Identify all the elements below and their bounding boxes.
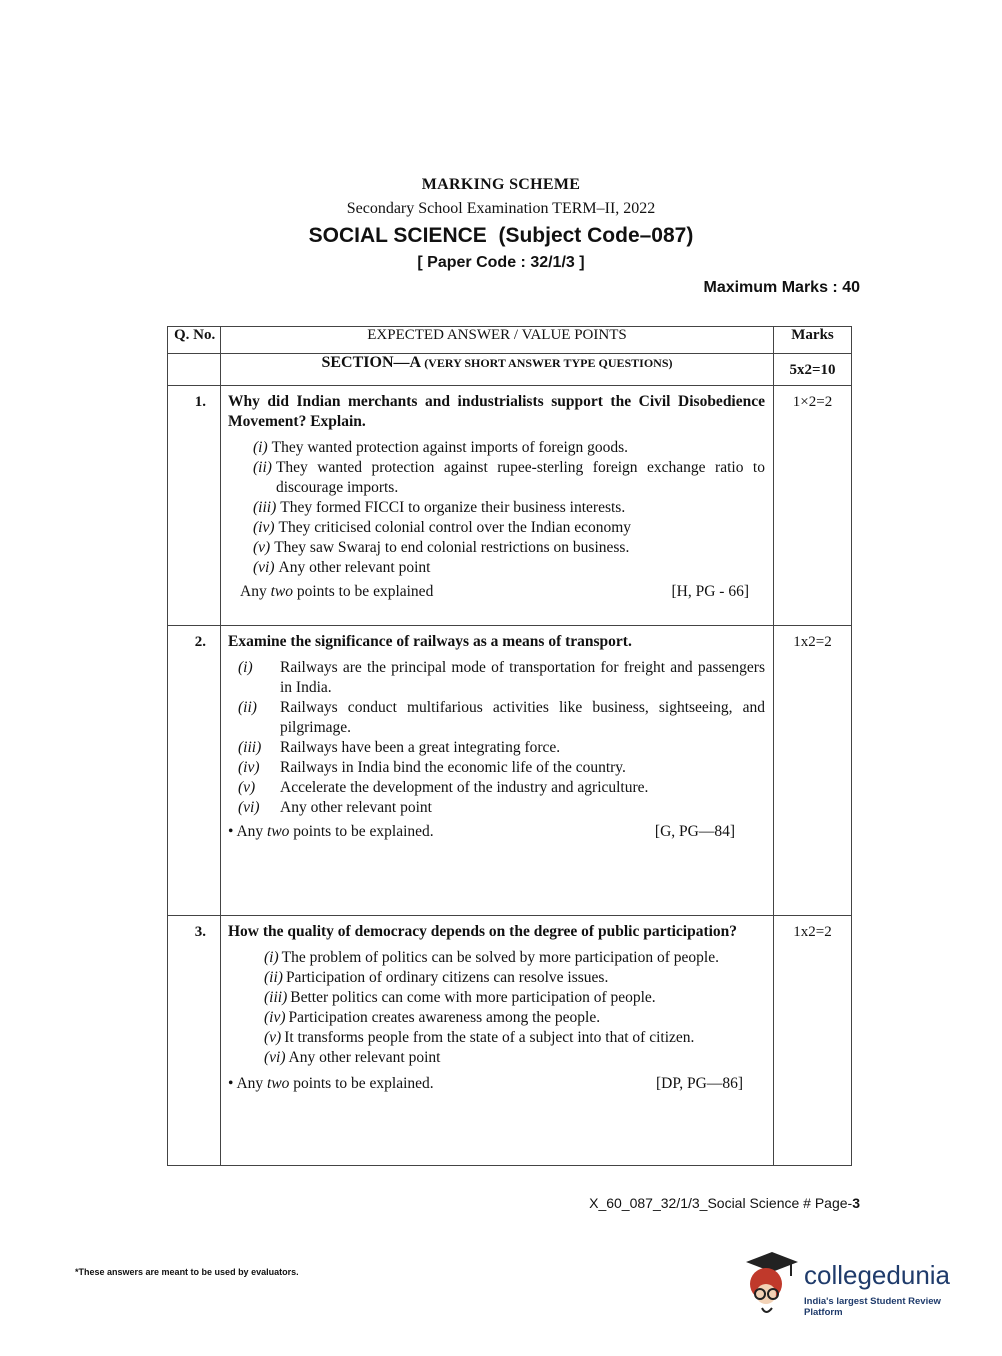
- evaluator-note: *These answers are meant to be used by evaluators.: [75, 1267, 299, 1277]
- instruction: • Any two points to be explained.: [228, 823, 434, 840]
- list-item: (iii) Better politics can come with more participation of people.: [264, 989, 656, 1006]
- col-answer-header: EXPECTED ANSWER / VALUE POINTS: [221, 327, 774, 354]
- col-marks-header: Marks: [774, 327, 852, 354]
- question-text: How the quality of democracy depends on the degree of public participation?: [228, 923, 738, 940]
- points-list: [228, 658, 765, 818]
- brand-tagline: India's largest Student Review Platform: [804, 1296, 941, 1318]
- marking-scheme-title: MARKING SCHEME: [421, 176, 581, 193]
- reference: [H, PG - 66]: [671, 583, 749, 600]
- list-item: (iv) They criticised colonial control over the Indian economy: [253, 519, 632, 536]
- question-number: 1.: [168, 386, 221, 626]
- list-item: (i) Railways are the principal mode of transportation for freight and passengers in India.: [238, 659, 765, 696]
- brand-name: collegedunia: [804, 1260, 951, 1290]
- exam-name: Secondary School Examination TERM–II, 2022: [346, 200, 656, 217]
- question-number: 2.: [168, 626, 221, 916]
- list-item: (v) It transforms people from the state of a subject into that of citizen.: [264, 1029, 695, 1046]
- table-row: [168, 386, 852, 626]
- list-item: (ii) Railways conduct multifarious activities like business, sightseeing, and pilgrimage.: [238, 699, 765, 736]
- points-list: [228, 948, 765, 1068]
- list-item: (ii) They wanted protection against rupee-sterling foreign exchange ratio to discourage imports.: [253, 459, 765, 496]
- question-number: 3.: [168, 916, 221, 1166]
- points-list: [228, 438, 765, 578]
- question-text: Why did Indian merchants and industrialists support the Civil Disobedience Movement? Explain.: [228, 393, 765, 430]
- list-item: (iii) Railways have been a great integrating force.: [238, 739, 561, 756]
- list-item: (vi) Any other relevant point: [264, 1049, 441, 1066]
- maximum-marks: Maximum Marks : 40: [703, 279, 860, 296]
- marks-cell: 1×2=2: [774, 386, 852, 626]
- reference: [G, PG—84]: [654, 823, 735, 840]
- subject-title: SOCIAL SCIENCE (Subject Code–087): [308, 224, 694, 247]
- page-footer: X_60_087_32/1/3_Social Science # Page-3: [589, 1195, 860, 1211]
- question-text: Examine the significance of railways as a means of transport.: [228, 633, 632, 650]
- collegedunia-logo: [742, 1250, 972, 1320]
- list-item: (v) They saw Swaraj to end colonial restrictions on business.: [253, 539, 630, 556]
- answer-cell: [221, 916, 774, 1166]
- list-item: (vi) Any other relevant point: [253, 559, 431, 576]
- table-row: [168, 626, 852, 916]
- answer-footer: [228, 822, 765, 842]
- marking-table: [167, 326, 852, 1166]
- answer-footer: [228, 582, 765, 602]
- list-item: (v) Accelerate the development of the industry and agriculture.: [238, 779, 649, 796]
- reference: [DP, PG—86]: [656, 1075, 743, 1092]
- list-item: (iv) Railways in India bind the economic life of the country.: [238, 759, 626, 776]
- answer-footer: [228, 1074, 765, 1094]
- marks-cell: 1x2=2: [774, 916, 852, 1166]
- section-marks: 5x2=10: [774, 354, 852, 386]
- list-item: (i) The problem of politics can be solved by more participation of people.: [264, 949, 719, 966]
- instruction: Any two points to be explained: [240, 583, 434, 600]
- list-item: (iii) They formed FICCI to organize their business interests.: [253, 499, 626, 516]
- marks-cell: 1x2=2: [774, 626, 852, 916]
- table-header-row: [168, 327, 852, 354]
- section-row: [168, 354, 852, 386]
- mascot-icon: [742, 1250, 800, 1318]
- section-subtitle: (VERY SHORT ANSWER TYPE QUESTIONS): [424, 356, 673, 370]
- answer-cell: [221, 626, 774, 916]
- paper-code: [ Paper Code : 32/1/3 ]: [417, 254, 585, 271]
- list-item: (ii) Participation of ordinary citizens can resolve issues.: [264, 969, 609, 986]
- table-row: [168, 916, 852, 1166]
- instruction: • Any two points to be explained.: [228, 1075, 434, 1092]
- page-number: 3: [852, 1195, 860, 1211]
- list-item: (iv) Participation creates awareness among the people.: [264, 1009, 601, 1026]
- col-qno-header: Q. No.: [168, 327, 221, 354]
- answer-cell: [221, 386, 774, 626]
- list-item: (vi) Any other relevant point: [238, 799, 432, 816]
- section-heading: SECTION—A (VERY SHORT ANSWER TYPE QUESTIONS): [221, 354, 774, 386]
- list-item: (i) They wanted protection against imports of foreign goods.: [253, 439, 629, 456]
